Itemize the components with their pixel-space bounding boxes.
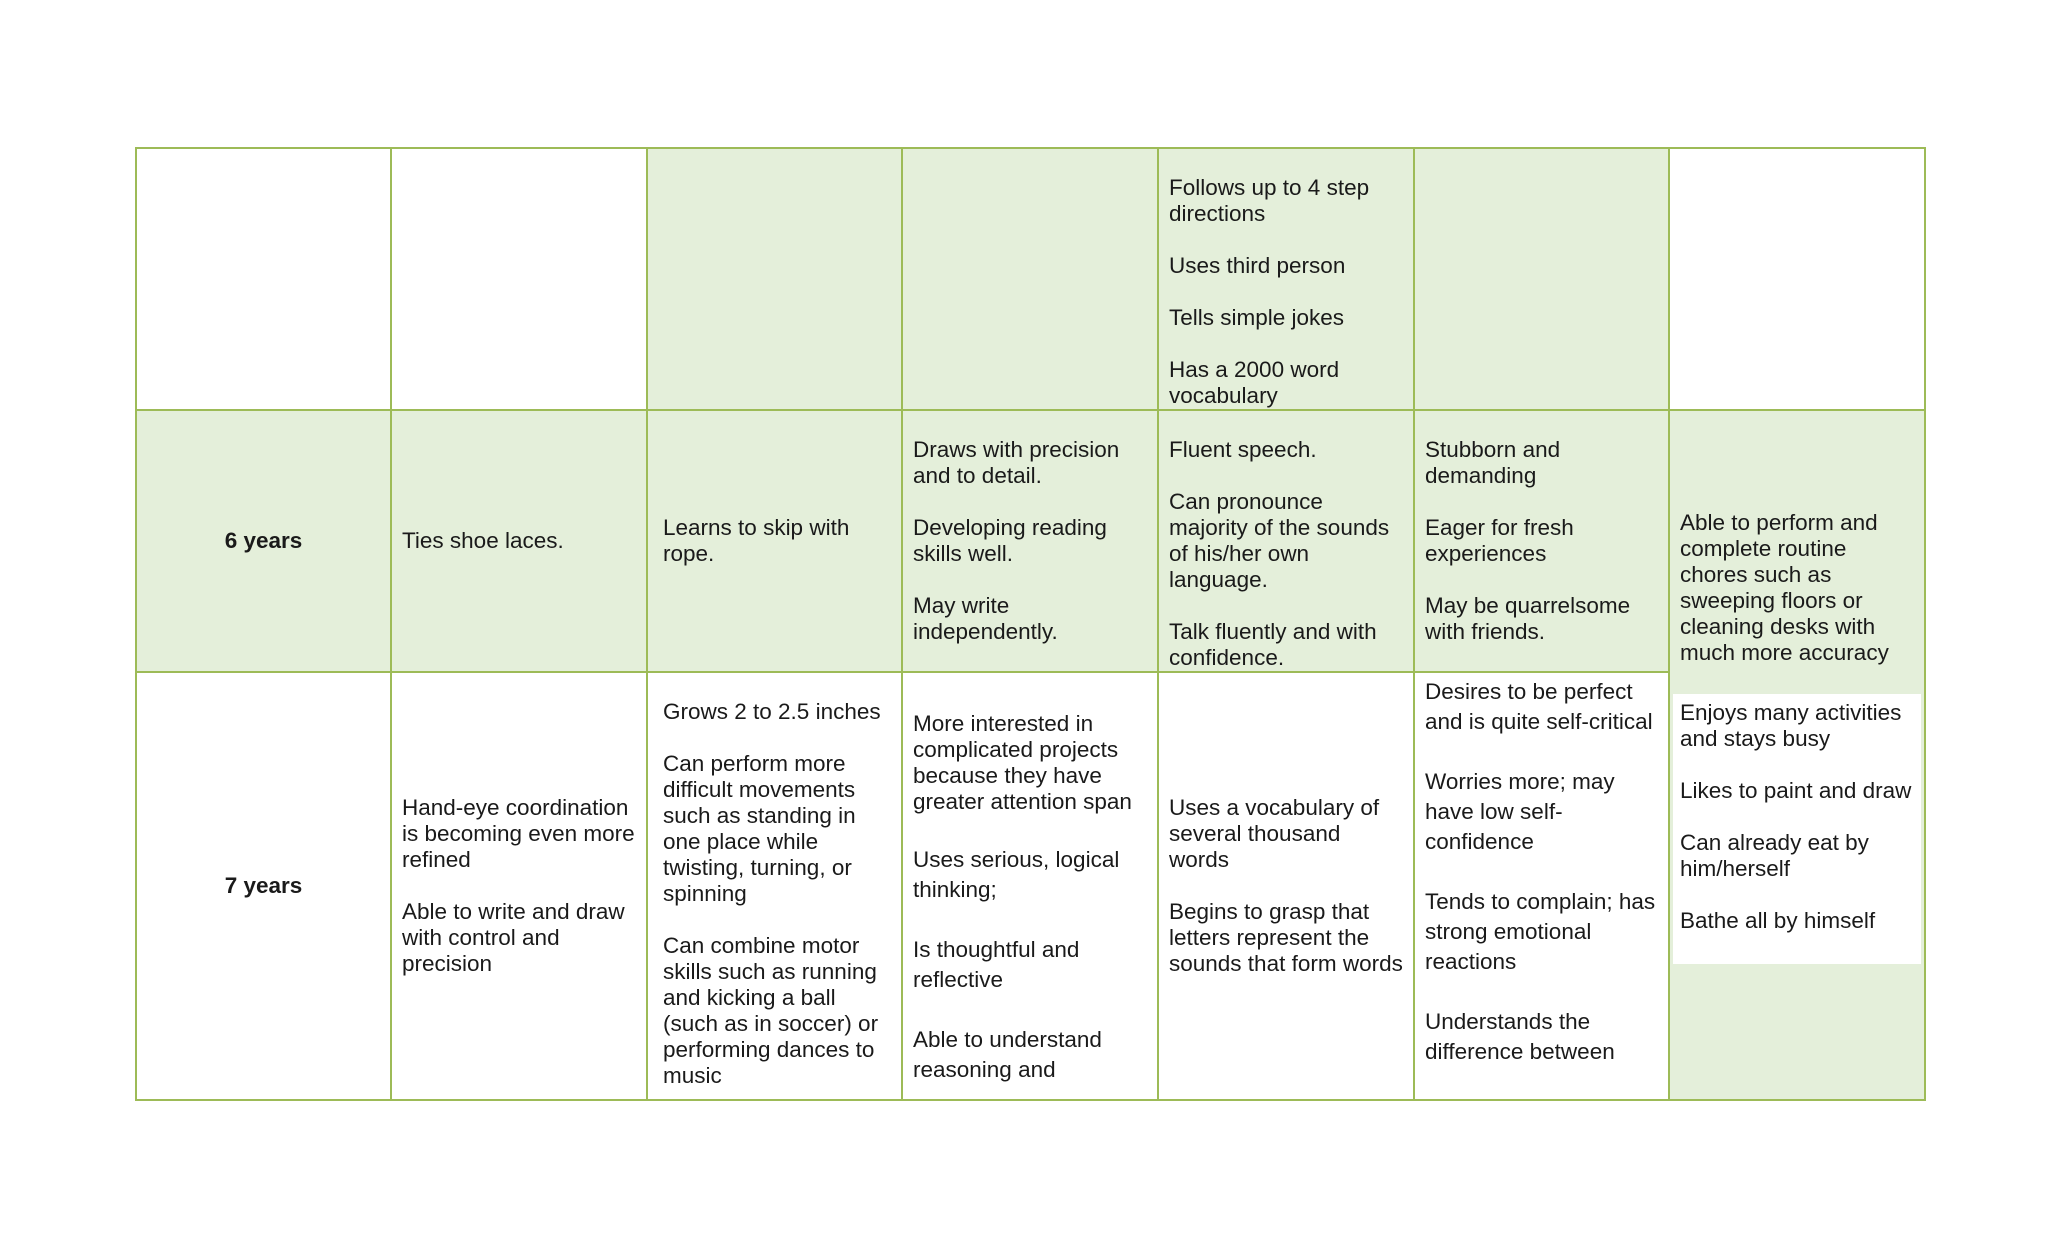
list-item: Stubborn and demanding [1425, 437, 1561, 488]
list-item: Grows 2 to 2.5 inches [663, 699, 881, 724]
list-item: Developing reading skills well. [913, 515, 1107, 566]
gross-motor-cell [647, 148, 902, 410]
cognitive-cell [902, 148, 1158, 410]
list-item: Begins to grasp that letters represent the sounds that form words [1169, 899, 1403, 976]
age-cell: 7 years [136, 672, 391, 1100]
list-item: Can combine motor skills such as running and kicking a ball (such as in soccer) or performing dances to music [663, 933, 879, 1088]
list-item: Bathe all by himself [1680, 908, 1876, 933]
fine-motor-cell [391, 148, 647, 410]
gross-motor-cell [647, 672, 902, 1100]
list-item: Draws with precision and to detail. [913, 437, 1120, 488]
list-item: Fluent speech. [1169, 437, 1317, 462]
list-item: Follows up to 4 step directions [1169, 175, 1370, 226]
fine-motor-cell [391, 410, 647, 672]
list-item: Worries more; may have low self-confidence [1425, 769, 1615, 854]
table-row [136, 672, 1925, 1100]
list-item: Tells simple jokes [1169, 305, 1345, 330]
list-item: Ties shoe laces. [402, 528, 564, 553]
language-cell [1158, 672, 1414, 1100]
self-help-cell [1669, 148, 1925, 410]
list-item: Enjoys many activities and stays busy [1680, 700, 1902, 751]
language-cell [1158, 148, 1414, 410]
social-emotional-cell [1414, 410, 1669, 672]
list-item: Uses third person [1169, 253, 1346, 278]
social-emotional-cell [1414, 672, 1669, 1100]
list-item: May be quarrelsome with friends. [1425, 593, 1631, 644]
development-table [135, 147, 1926, 1101]
age-cell [136, 148, 391, 410]
list-item: Hand-eye coordination is becoming even more refined [402, 795, 635, 872]
cognitive-cell [902, 672, 1158, 1100]
list-item: Desires to be perfect and is quite self-critical [1425, 679, 1653, 734]
age-cell: 6 years [136, 410, 391, 672]
list-item: Is thoughtful and reflective [913, 937, 1080, 992]
list-item: Able to understand reasoning and [913, 1027, 1102, 1082]
list-item: Uses a vocabulary of several thousand words [1169, 795, 1380, 872]
list-item: Eager for fresh experiences [1425, 515, 1574, 566]
fine-motor-cell [391, 672, 647, 1100]
list-item: Able to perform and complete routine chores such as sweeping floors or cleaning desks with much more accuracy [1680, 510, 1889, 665]
self-help-box [1673, 694, 1921, 964]
list-item: Can already eat by him/herself [1680, 830, 1869, 881]
list-item: Tends to complain; has strong emotional reactions [1425, 889, 1656, 974]
language-cell [1158, 410, 1414, 672]
table-row [136, 410, 1925, 672]
social-emotional-cell [1414, 148, 1669, 410]
list-item: Learns to skip with rope. [663, 515, 850, 566]
list-item: Talk fluently and with confidence. [1169, 619, 1377, 670]
list-item: Has a 2000 word vocabulary [1169, 357, 1340, 408]
table-row [136, 148, 1925, 410]
list-item: More interested in complicated projects because they have greater attention span [913, 711, 1132, 814]
self-help-cell [1669, 410, 1925, 1100]
list-item: Uses serious, logical thinking; [913, 847, 1120, 902]
list-item: Likes to paint and draw [1680, 778, 1912, 803]
cognitive-cell [902, 410, 1158, 672]
list-item: Understands the difference between [1425, 1009, 1615, 1064]
list-item: Able to write and draw with control and precision [402, 899, 625, 976]
gross-motor-cell [647, 410, 902, 672]
list-item: Can perform more difficult movements such as standing in one place while twisting, turning, or spinning [663, 751, 856, 906]
list-item: Can pronounce majority of the sounds of his/her own language. [1169, 489, 1390, 592]
list-item: May write independently. [913, 593, 1058, 644]
